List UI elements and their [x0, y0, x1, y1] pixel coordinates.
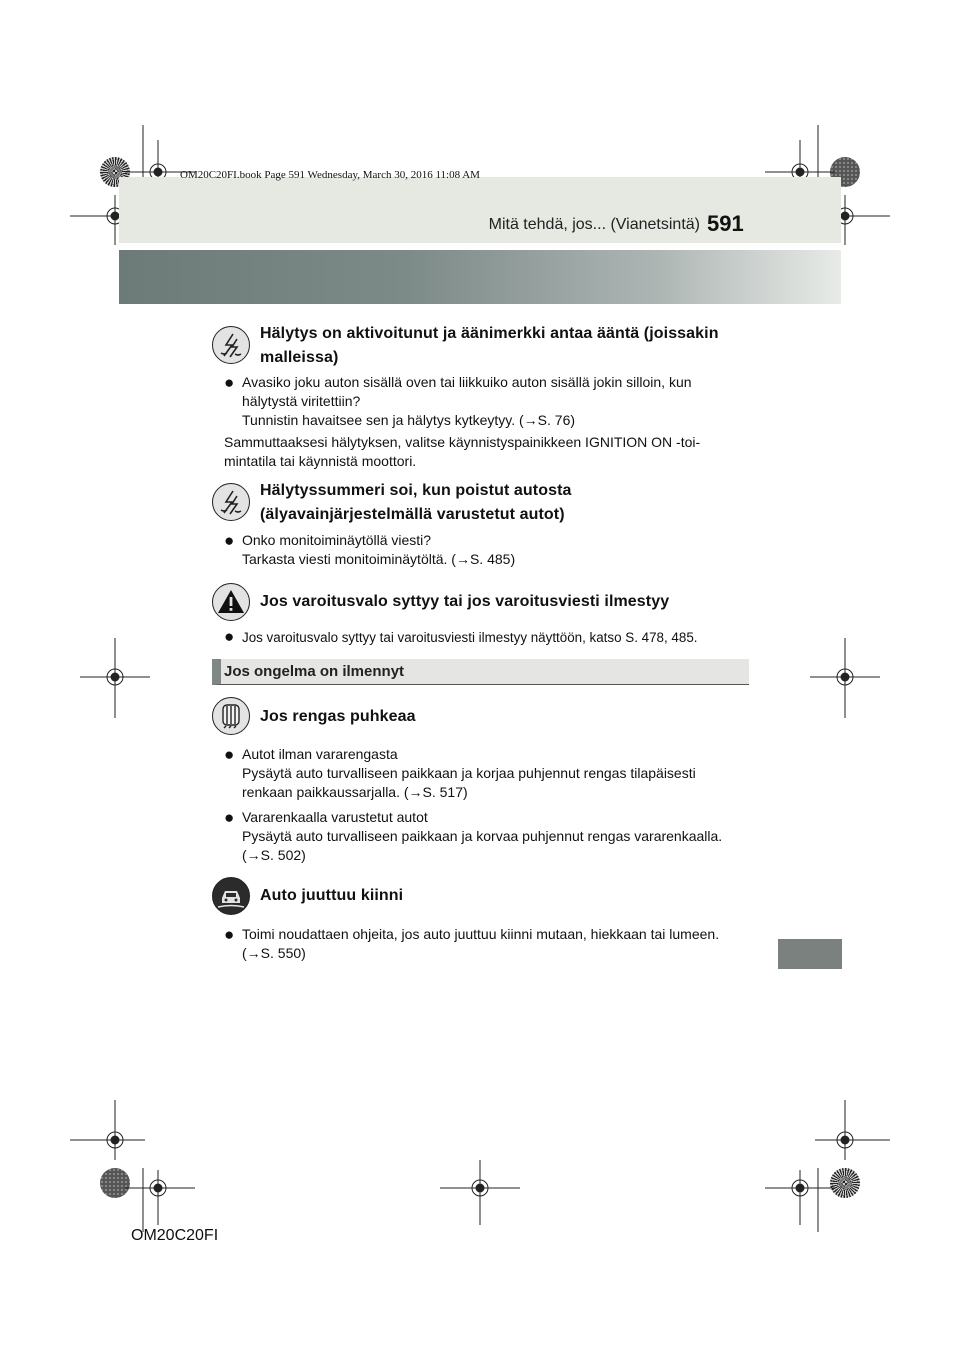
bullet-dot: ●	[224, 808, 235, 827]
alarm-shock-icon	[212, 326, 250, 364]
warning-triangle-icon	[212, 583, 250, 621]
bullet-text: Tunnistin havaitsee sen ja hälytys kytkeytyy. (→S. 76)	[242, 412, 576, 428]
bullet-text: Avasiko joku auton sisällä oven tai liikkuiko auton sisällä jokin silloin, kun	[242, 374, 692, 390]
note-text: mintatila tai käynnistä moottori.	[224, 453, 417, 469]
bullet-text: (→S. 550)	[242, 945, 306, 961]
bullet-dot: ●	[224, 925, 235, 944]
section-title: Hälytyssummeri soi, kun poistut autosta	[260, 482, 572, 499]
bullet-text: Autot ilman vararengasta	[242, 746, 398, 762]
flat-tire-icon	[212, 697, 250, 735]
bullet-dot: ●	[224, 531, 235, 550]
bullet-dot: ●	[224, 627, 235, 646]
section-title: Auto juuttuu kiinni	[260, 887, 404, 904]
chapter-thumb-tab	[778, 939, 842, 969]
bullet-text: Toimi noudattaen ohjeita, jos auto juuttuu kiinni mutaan, hiekkaan tai lumeen.	[242, 926, 720, 942]
bullet-text: Tarkasta viesti monitoiminäytöltä. (→S. 485)	[242, 551, 516, 567]
bullet-text: Onko monitoiminäytöllä viesti?	[242, 532, 432, 548]
note-text: Sammuttaaksesi hälytyksen, valitse käynnistyspainikkeen IGNITION ON -toi-	[224, 434, 701, 450]
header-gradient-band	[119, 250, 841, 304]
section-bar-title: Jos ongelma on ilmennyt	[224, 663, 405, 680]
page-number: 591	[707, 211, 744, 236]
bullet-dot: ●	[224, 745, 235, 764]
bullet-dot: ●	[224, 373, 235, 392]
section-title: Jos rengas puhkeaa	[260, 708, 416, 725]
bullet-text: Pysäytä auto turvalliseen paikkaan ja korvaa puhjennut rengas vararenkaalla.	[242, 828, 723, 844]
section-title-cont: malleissa)	[260, 349, 339, 366]
bullet-text: renkaan paikkaussarjalla. (→S. 517)	[242, 784, 468, 800]
footer-code: OM20C20FI	[131, 1227, 219, 1244]
page-title: Mitä tehdä, jos... (Vianetsintä)	[488, 216, 700, 233]
section-title-cont: (älyavainjärjestelmällä varustetut autot)	[260, 506, 565, 523]
bullet-text: Pysäytä auto turvalliseen paikkaan ja korjaa puhjennut rengas tilapäisesti	[242, 765, 696, 781]
stuck-car-icon	[212, 877, 250, 915]
bullet-text: hälytystä viritettiin?	[242, 393, 361, 409]
alarm-shock-icon	[212, 483, 250, 521]
print-stamp: OM20C20FI.book Page 591 Wednesday, March 30, 2016 11:08 AM	[180, 169, 480, 181]
section-title: Hälytys on aktivoitunut ja äänimerkki antaa ääntä (joissakin	[260, 325, 719, 342]
bullet-text: Vararenkaalla varustetut autot	[242, 809, 428, 825]
bullet-text: (→S. 502)	[242, 847, 306, 863]
section-title: Jos varoitusvalo syttyy tai jos varoitusviesti ilmestyy	[260, 593, 670, 610]
bullet-text: Jos varoitusvalo syttyy tai varoitusviesti ilmestyy näyttöön, katso S. 478, 485.	[242, 630, 698, 645]
